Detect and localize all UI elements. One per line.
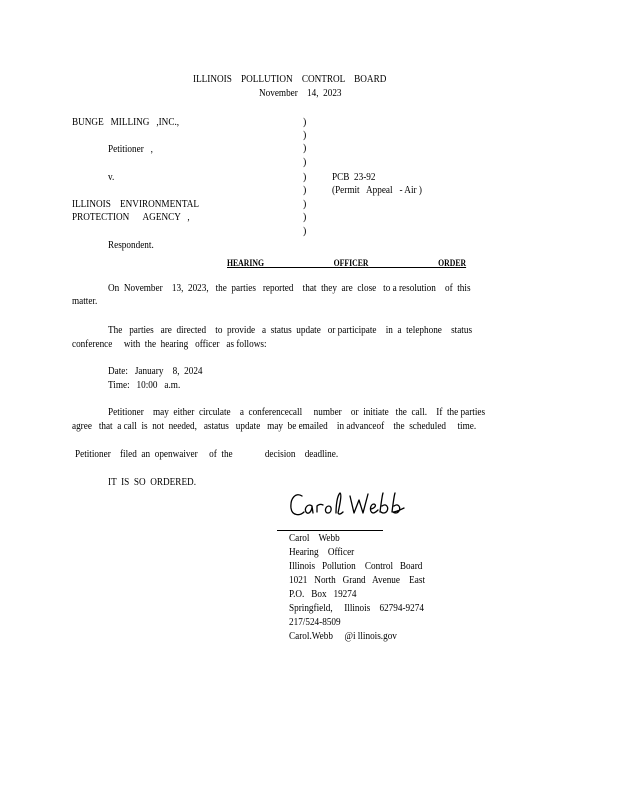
po-box: P.O. Box 19274 — [289, 589, 357, 600]
paren: ) — [303, 143, 307, 154]
paragraph-1-line-1: On November 13, 2023, the parties reported that they are close to a resolution of this — [108, 283, 471, 294]
respondent-name-line1: ILLINOIS ENVIRONMENTAL — [72, 199, 200, 210]
paragraph-3-line-1: Petitioner may either circulate a conferencecall number or initiate the call. If the parties — [108, 407, 486, 418]
signer-organization: Illinois Pollution Control Board — [289, 561, 423, 572]
petitioner-name: BUNGE MILLING ,INC., — [72, 117, 180, 128]
paragraph-2-line-1: The parties are directed to provide a status update or participate in a telephone status — [108, 325, 473, 336]
respondent-name-line2: PROTECTION AGENCY , — [72, 212, 190, 223]
so-ordered: IT IS SO ORDERED. — [108, 477, 197, 488]
paragraph-2-line-2: conference with the hearing officer as follows: — [72, 339, 267, 350]
paren: ) — [303, 157, 307, 168]
handwritten-signature — [288, 488, 412, 524]
paragraph-4: Petitioner filed an openwaiver of the decision deadline. — [75, 449, 339, 460]
respondent-role: Respondent. — [108, 240, 154, 251]
email-address: Carol.Webb @i llinois.gov — [289, 631, 397, 642]
signature-line — [277, 530, 383, 531]
phone-number: 217/524-8509 — [289, 617, 341, 628]
case-type: (Permit Appeal - Air ) — [332, 185, 422, 196]
versus: v. — [108, 172, 115, 183]
paragraph-3-line-2: agree that a call is not needed, astatus update may be emailed in advanceof the scheduled time. — [72, 421, 477, 432]
case-number: PCB 23-92 — [332, 172, 376, 183]
paren: ) — [303, 130, 307, 141]
conference-date: Date: January 8, 2024 — [108, 366, 203, 377]
paren: ) — [303, 212, 307, 223]
paren: ) — [303, 226, 307, 237]
board-name: ILLINOIS POLLUTION CONTROL BOARD — [193, 74, 387, 85]
paragraph-1-line-2: matter. — [72, 296, 98, 307]
paren: ) — [303, 172, 307, 183]
signer-title: Hearing Officer — [289, 547, 355, 558]
order-title: HEARING OFFICER ORDER — [227, 258, 467, 268]
street-address: 1021 North Grand Avenue East — [289, 575, 426, 586]
conference-time: Time: 10:00 a.m. — [108, 380, 181, 391]
city-state-zip: Springfield, Illinois 62794-9274 — [289, 603, 424, 614]
paren: ) — [303, 199, 307, 210]
order-date: November 14, 2023 — [259, 88, 342, 99]
signer-name: Carol Webb — [289, 533, 340, 544]
paren: ) — [303, 117, 307, 128]
petitioner-role: Petitioner , — [108, 144, 153, 155]
paren: ) — [303, 185, 307, 196]
